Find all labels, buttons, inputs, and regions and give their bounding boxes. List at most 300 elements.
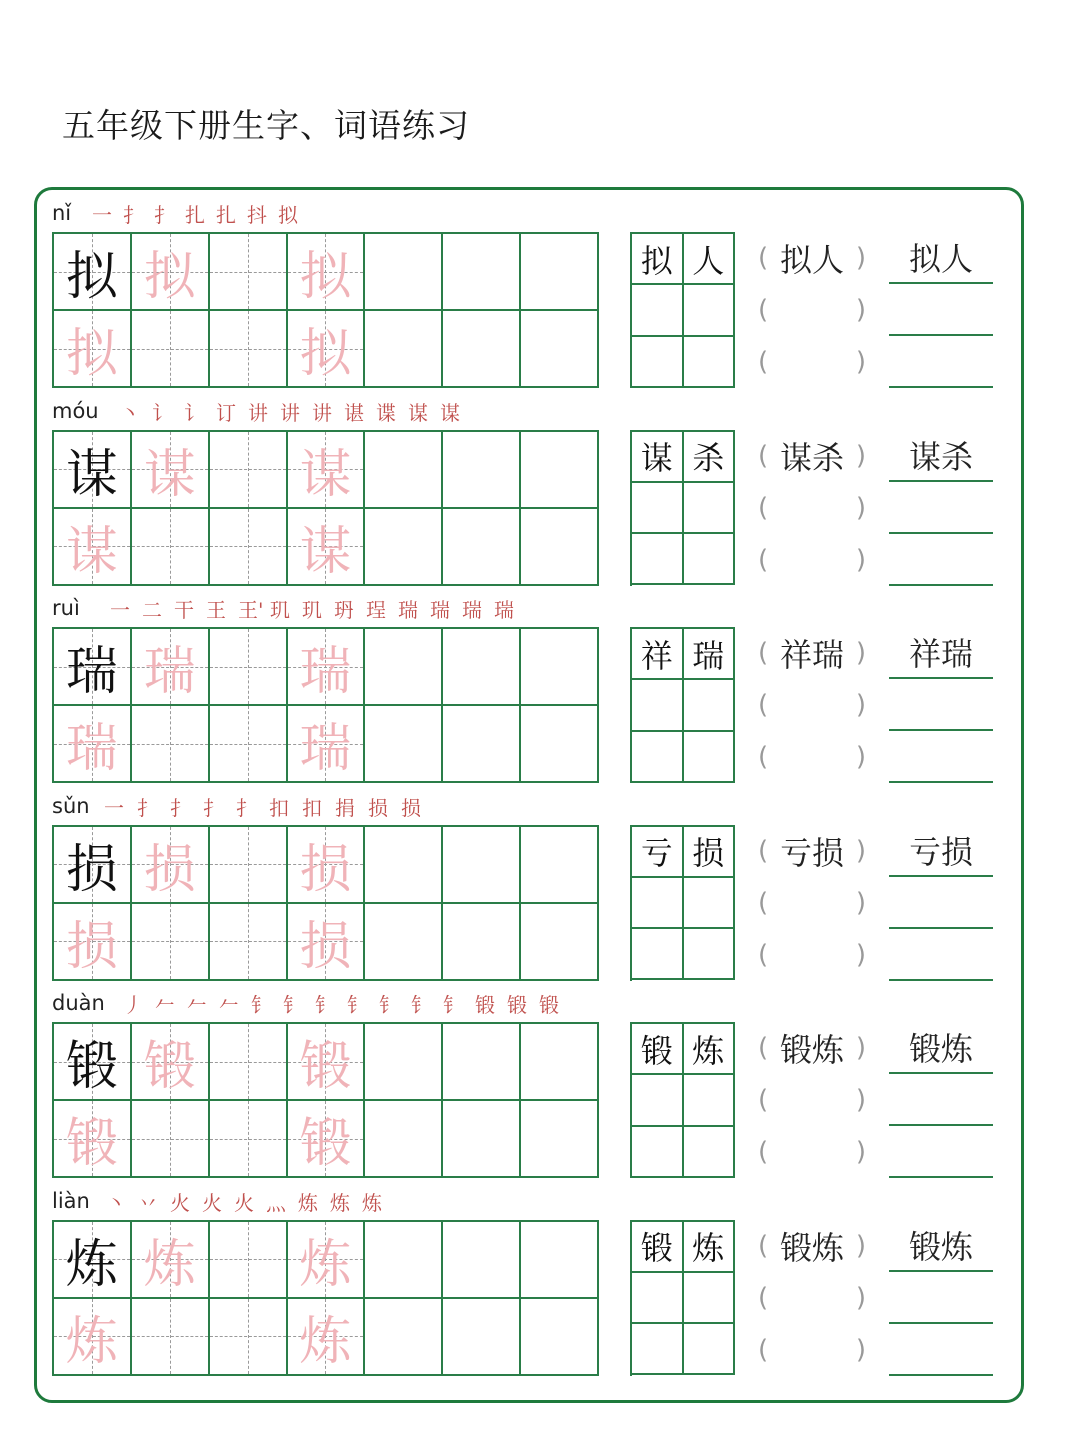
stroke-step: 丶 (106, 1190, 126, 1215)
trace-char-cell (132, 1024, 210, 1101)
empty-writing-cell[interactable] (210, 509, 288, 586)
left-paren: ( (758, 1230, 769, 1261)
underline-column (889, 1022, 993, 1178)
parenthesis-slot (758, 825, 866, 877)
empty-writing-cell[interactable] (443, 1299, 521, 1376)
parenthesis-slot[interactable] (758, 1324, 866, 1376)
empty-writing-cell[interactable] (365, 1222, 443, 1299)
empty-writing-cell[interactable] (521, 311, 599, 388)
left-paren: ( (758, 887, 769, 918)
empty-writing-cell[interactable] (365, 629, 443, 706)
left-paren: ( (758, 347, 769, 377)
right-paren: ) (855, 492, 866, 523)
stroke-step: 一 (104, 795, 124, 820)
word-char-cell: 锻 (632, 1222, 684, 1273)
pinyin-label: liàn (52, 1188, 90, 1213)
empty-writing-cell[interactable] (443, 1101, 521, 1178)
pinyin-label: nǐ (52, 201, 72, 225)
parenthesis-slot[interactable] (758, 877, 866, 929)
model-char-cell (54, 432, 132, 509)
trace-char-cell (54, 904, 132, 981)
stroke-step: 瑞 (398, 598, 418, 622)
pinyin-label: móu (52, 398, 99, 423)
practice-char: 炼 (299, 1311, 352, 1372)
stroke-step: 玑 (270, 598, 290, 622)
practice-char: 瑞 (65, 719, 118, 779)
empty-writing-cell[interactable] (365, 827, 443, 904)
right-paren: ) (855, 544, 866, 575)
word-empty-cell[interactable] (684, 337, 736, 388)
empty-writing-cell[interactable] (365, 1101, 443, 1178)
word-grid (630, 825, 735, 981)
empty-writing-cell[interactable] (365, 706, 443, 783)
empty-writing-cell[interactable] (443, 827, 521, 904)
model-char-cell (54, 827, 132, 904)
right-paren: ) (855, 295, 866, 325)
stroke-step: 钅 (347, 993, 367, 1017)
paren-word: 拟人 (779, 241, 844, 279)
word-empty-cell[interactable] (632, 1075, 684, 1126)
left-paren: ( (758, 690, 769, 720)
left-paren: ( (758, 1137, 769, 1167)
char-practice-row (0, 193, 1080, 390)
empty-writing-cell[interactable] (365, 1299, 443, 1376)
word-empty-cell[interactable] (684, 534, 736, 585)
left-paren: ( (758, 638, 769, 668)
underline-blank[interactable] (889, 1324, 993, 1376)
word-empty-cell[interactable] (684, 1273, 736, 1324)
trace-char-cell (288, 827, 366, 904)
empty-writing-cell[interactable] (210, 1299, 288, 1376)
left-paren: ( (758, 835, 769, 866)
char-practice-row (0, 786, 1080, 983)
word-char-cell: 拟 (632, 234, 684, 285)
practice-char: 锻 (299, 1114, 352, 1174)
stroke-step: 扎 (216, 203, 236, 227)
underline-column (889, 1220, 993, 1376)
stroke-step: 钅 (379, 993, 399, 1017)
empty-writing-cell[interactable] (443, 1024, 521, 1101)
word-char-cell: 杀 (684, 432, 736, 483)
underline-blank[interactable] (889, 679, 993, 731)
stroke-step: 损 (401, 795, 421, 820)
empty-writing-cell[interactable] (443, 629, 521, 706)
empty-writing-cell[interactable] (443, 234, 521, 311)
trace-char-cell (54, 1101, 132, 1178)
underline-word: 锻炼 (889, 1220, 993, 1272)
trace-char-cell (54, 509, 132, 586)
empty-writing-cell[interactable] (210, 311, 288, 388)
empty-writing-cell[interactable] (210, 1101, 288, 1178)
practice-char: 损 (299, 916, 352, 977)
word-empty-cell[interactable] (684, 483, 736, 534)
parenthesis-column (758, 1220, 866, 1376)
right-paren: ) (855, 1230, 866, 1261)
stroke-step: 二 (142, 598, 162, 622)
empty-writing-cell[interactable] (521, 509, 599, 586)
empty-writing-cell[interactable] (210, 629, 288, 706)
right-paren: ) (855, 243, 866, 273)
stroke-step: 灬 (266, 1190, 286, 1215)
empty-writing-cell[interactable] (521, 706, 599, 783)
word-char-cell: 锻 (632, 1024, 684, 1075)
word-char-cell: 谋 (632, 432, 684, 483)
stroke-step: 一 (92, 203, 112, 227)
word-empty-cell[interactable] (684, 285, 736, 336)
empty-writing-cell[interactable] (521, 432, 599, 509)
empty-writing-cell[interactable] (132, 311, 210, 388)
parenthesis-column (758, 627, 866, 783)
practice-char: 瑞 (143, 642, 196, 702)
empty-writing-cell[interactable] (365, 234, 443, 311)
stroke-step: 损 (368, 795, 388, 820)
empty-writing-cell[interactable] (132, 509, 210, 586)
underline-blank[interactable] (889, 336, 993, 388)
word-empty-cell[interactable] (684, 1324, 736, 1375)
stroke-step: 谌 (344, 400, 364, 425)
model-char-cell (54, 1222, 132, 1299)
empty-writing-cell[interactable] (443, 1222, 521, 1299)
parenthesis-slot[interactable] (758, 1074, 866, 1126)
underline-blank[interactable] (889, 731, 993, 783)
underline-blank[interactable] (889, 1126, 993, 1178)
stroke-step: 抖 (247, 203, 267, 227)
word-grid (630, 627, 735, 783)
parenthesis-column (758, 232, 866, 388)
practice-char: 损 (299, 839, 352, 900)
practice-char: 谋 (143, 444, 196, 505)
stroke-step: 锻 (539, 993, 559, 1017)
word-char-cell: 损 (684, 827, 736, 878)
empty-writing-cell[interactable] (132, 706, 210, 783)
practice-char: 锻 (65, 1037, 118, 1097)
word-empty-cell[interactable] (632, 878, 684, 929)
right-paren: ) (855, 1137, 866, 1167)
stroke-step: 扎 (185, 203, 205, 227)
stroke-step: 扣 (269, 795, 289, 820)
practice-char: 拟 (299, 324, 352, 384)
empty-writing-cell[interactable] (443, 311, 521, 388)
practice-char: 谋 (299, 521, 352, 582)
underline-blank[interactable] (889, 1272, 993, 1324)
empty-writing-cell[interactable] (521, 629, 599, 706)
trace-char-cell (132, 1222, 210, 1299)
trace-char-cell (288, 509, 366, 586)
left-paren: ( (758, 1282, 769, 1313)
word-empty-cell[interactable] (684, 732, 736, 783)
parenthesis-slot[interactable] (758, 284, 866, 336)
right-paren: ) (855, 1085, 866, 1115)
empty-writing-cell[interactable] (521, 827, 599, 904)
empty-writing-cell[interactable] (365, 509, 443, 586)
word-char-cell: 瑞 (684, 629, 736, 680)
right-paren: ) (855, 1282, 866, 1313)
right-paren: ) (855, 440, 866, 471)
practice-char: 拟 (65, 247, 118, 307)
empty-writing-cell[interactable] (521, 1299, 599, 1376)
parenthesis-slot[interactable] (758, 731, 866, 783)
word-char-cell: 人 (684, 234, 736, 285)
stroke-step: 𠂉 (155, 993, 175, 1017)
stroke-step: 扣 (302, 795, 322, 820)
word-empty-cell[interactable] (632, 732, 684, 783)
underline-blank[interactable] (889, 534, 993, 586)
empty-writing-cell[interactable] (521, 1024, 599, 1101)
empty-writing-cell[interactable] (210, 432, 288, 509)
left-paren: ( (758, 939, 769, 970)
parenthesis-column (758, 825, 866, 981)
practice-char: 损 (65, 839, 118, 900)
practice-char: 瑞 (299, 719, 352, 779)
trace-char-cell (288, 629, 366, 706)
practice-char: 瑞 (65, 642, 118, 702)
practice-char: 拟 (65, 324, 118, 384)
trace-char-cell (132, 827, 210, 904)
underline-blank[interactable] (889, 929, 993, 981)
stroke-step: 钅 (315, 993, 335, 1017)
stroke-step: 丷 (138, 1190, 158, 1215)
stroke-step: 炼 (330, 1190, 350, 1215)
parenthesis-slot (758, 430, 866, 482)
word-empty-cell[interactable] (684, 1127, 736, 1178)
word-grid (630, 1022, 735, 1178)
trace-char-cell (54, 311, 132, 388)
trace-char-cell (288, 234, 366, 311)
stroke-step: 扌 (123, 203, 143, 227)
stroke-step: 扌 (170, 795, 190, 820)
underline-blank[interactable] (889, 482, 993, 534)
trace-char-cell (288, 706, 366, 783)
underline-column (889, 627, 993, 783)
stroke-step: 珵 (366, 598, 386, 622)
practice-char: 损 (143, 839, 196, 900)
word-grid (630, 232, 735, 388)
paren-word: 锻炼 (779, 1031, 844, 1069)
empty-writing-cell[interactable] (443, 904, 521, 981)
parenthesis-slot (758, 627, 866, 679)
model-char-cell (54, 1024, 132, 1101)
stroke-step: 瑞 (494, 598, 514, 622)
practice-char: 瑞 (299, 642, 352, 702)
empty-writing-cell[interactable] (210, 827, 288, 904)
stroke-step: 订 (216, 400, 236, 425)
practice-char: 炼 (65, 1234, 118, 1295)
empty-writing-cell[interactable] (132, 1299, 210, 1376)
right-paren: ) (855, 1033, 866, 1063)
empty-writing-cell[interactable] (365, 1024, 443, 1101)
stroke-step: 扌 (154, 203, 174, 227)
trace-char-cell (288, 1222, 366, 1299)
empty-writing-cell[interactable] (365, 432, 443, 509)
underline-word: 亏损 (889, 825, 993, 877)
empty-writing-cell[interactable] (210, 234, 288, 311)
pinyin-label: duàn (52, 991, 105, 1015)
practice-char: 拟 (299, 247, 352, 307)
underline-blank[interactable] (889, 284, 993, 336)
stroke-step: 钅 (411, 993, 431, 1017)
word-empty-cell[interactable] (632, 929, 684, 980)
word-char-cell: 祥 (632, 629, 684, 680)
stroke-step: 炼 (298, 1190, 318, 1215)
parenthesis-slot[interactable] (758, 336, 866, 388)
word-char-cell: 炼 (684, 1024, 736, 1075)
stroke-step: 拟 (278, 203, 298, 227)
empty-writing-cell[interactable] (132, 1101, 210, 1178)
stroke-step: 钅 (251, 993, 271, 1017)
stroke-step: 捐 (335, 795, 355, 820)
empty-writing-cell[interactable] (443, 432, 521, 509)
trace-char-cell (132, 629, 210, 706)
stroke-step: 丿 (123, 993, 143, 1017)
word-char-cell: 亏 (632, 827, 684, 878)
parenthesis-slot[interactable] (758, 679, 866, 731)
trace-char-cell (54, 706, 132, 783)
empty-writing-cell[interactable] (443, 706, 521, 783)
empty-writing-cell[interactable] (210, 1024, 288, 1101)
word-empty-cell[interactable] (632, 337, 684, 388)
empty-writing-cell[interactable] (365, 904, 443, 981)
empty-writing-cell[interactable] (521, 904, 599, 981)
model-char-cell (54, 629, 132, 706)
empty-writing-cell[interactable] (210, 706, 288, 783)
trace-char-cell (288, 1024, 366, 1101)
empty-writing-cell[interactable] (521, 1222, 599, 1299)
stroke-step: 扌 (236, 795, 256, 820)
stroke-step: 讠 (152, 400, 172, 425)
stroke-step: 瑞 (462, 598, 482, 622)
stroke-step: 火 (202, 1190, 222, 1215)
stroke-step: 玬 (334, 598, 354, 622)
word-empty-cell[interactable] (632, 1127, 684, 1178)
stroke-step: 火 (170, 1190, 190, 1215)
word-empty-cell[interactable] (632, 1273, 684, 1324)
word-empty-cell[interactable] (632, 680, 684, 731)
page-title: 五年级下册生字、词语练习 (62, 106, 470, 145)
practice-char: 锻 (299, 1037, 352, 1097)
practice-char: 谋 (65, 521, 118, 582)
word-empty-cell[interactable] (632, 1324, 684, 1375)
parenthesis-slot (758, 1220, 866, 1272)
stroke-step: 王 (206, 598, 226, 622)
word-empty-cell[interactable] (684, 680, 736, 731)
word-char-cell: 炼 (684, 1222, 736, 1273)
stroke-step: 讲 (312, 400, 332, 425)
char-practice-row (0, 588, 1080, 785)
stroke-step: 一 (110, 598, 130, 622)
pinyin-label: ruì (52, 596, 80, 620)
empty-writing-cell[interactable] (443, 509, 521, 586)
parenthesis-slot[interactable] (758, 482, 866, 534)
underline-word: 祥瑞 (889, 627, 993, 679)
paren-word: 谋杀 (779, 438, 844, 477)
stroke-step: 𠂉 (187, 993, 207, 1017)
trace-char-cell (132, 432, 210, 509)
parenthesis-column (758, 1022, 866, 1178)
empty-writing-cell[interactable] (521, 234, 599, 311)
right-paren: ) (855, 887, 866, 918)
right-paren: ) (855, 742, 866, 772)
word-empty-cell[interactable] (632, 483, 684, 534)
left-paren: ( (758, 544, 769, 575)
trace-char-cell (288, 1299, 366, 1376)
underline-blank[interactable] (889, 877, 993, 929)
stroke-step: 钅 (283, 993, 303, 1017)
parenthesis-slot[interactable] (758, 1126, 866, 1178)
stroke-step: 讲 (248, 400, 268, 425)
stroke-step: 谍 (376, 400, 396, 425)
practice-char: 谋 (65, 444, 118, 505)
empty-writing-cell[interactable] (210, 904, 288, 981)
stroke-step: 火 (234, 1190, 254, 1215)
practice-char: 拟 (143, 247, 196, 307)
empty-writing-cell[interactable] (365, 311, 443, 388)
stroke-step: 锻 (475, 993, 495, 1017)
paren-word: 祥瑞 (779, 636, 844, 674)
stroke-step: 王' (238, 598, 264, 622)
stroke-step: 丶 (120, 400, 140, 425)
right-paren: ) (855, 347, 866, 377)
left-paren: ( (758, 1033, 769, 1063)
trace-char-cell (54, 1299, 132, 1376)
stroke-step: 讠 (184, 400, 204, 425)
empty-writing-cell[interactable] (210, 1222, 288, 1299)
stroke-step: 𠂉 (219, 993, 239, 1017)
stroke-step: 扌 (203, 795, 223, 820)
trace-char-cell (132, 234, 210, 311)
word-grid (630, 1220, 735, 1376)
practice-char: 锻 (143, 1037, 196, 1097)
left-paren: ( (758, 440, 769, 471)
writing-grid (52, 1220, 599, 1376)
writing-grid (52, 430, 599, 586)
parenthesis-slot (758, 1022, 866, 1074)
underline-word: 谋杀 (889, 430, 993, 482)
word-empty-cell[interactable] (632, 285, 684, 336)
stroke-step: 谋 (440, 400, 460, 425)
word-empty-cell[interactable] (684, 929, 736, 980)
trace-char-cell (288, 432, 366, 509)
trace-char-cell (288, 311, 366, 388)
writing-grid (52, 825, 599, 981)
parenthesis-slot[interactable] (758, 929, 866, 981)
practice-char: 炼 (65, 1311, 118, 1372)
stroke-step: 干 (174, 598, 194, 622)
practice-char: 损 (65, 916, 118, 977)
underline-word: 拟人 (889, 232, 993, 284)
word-empty-cell[interactable] (632, 534, 684, 585)
practice-char: 炼 (143, 1234, 196, 1295)
word-empty-cell[interactable] (684, 878, 736, 929)
char-practice-row (0, 983, 1080, 1180)
right-paren: ) (855, 690, 866, 720)
practice-char: 锻 (65, 1114, 118, 1174)
practice-char: 谋 (299, 444, 352, 505)
parenthesis-slot (758, 232, 866, 284)
right-paren: ) (855, 638, 866, 668)
stroke-step: 炼 (362, 1190, 382, 1215)
stroke-step: 谋 (408, 400, 428, 425)
parenthesis-slot[interactable] (758, 534, 866, 586)
writing-grid (52, 1022, 599, 1178)
parenthesis-slot[interactable] (758, 1272, 866, 1324)
stroke-step: 扌 (137, 795, 157, 820)
empty-writing-cell[interactable] (132, 904, 210, 981)
word-empty-cell[interactable] (684, 1075, 736, 1126)
underline-blank[interactable] (889, 1074, 993, 1126)
empty-writing-cell[interactable] (521, 1101, 599, 1178)
word-grid (630, 430, 735, 586)
trace-char-cell (288, 904, 366, 981)
